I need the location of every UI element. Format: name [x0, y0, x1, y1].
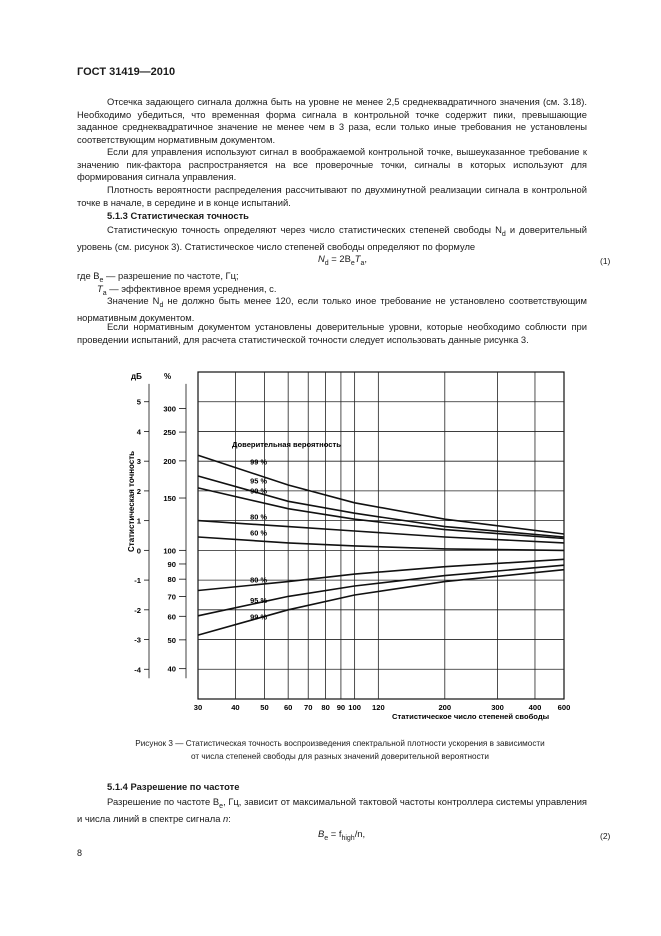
figure-caption-line-2: от числа степеней свободы для разных значений доверительной вероятности [190, 752, 490, 761]
paragraph-frequency-resolution: Разрешение по частоте $B_e$, Гц, зависит от максимальной тактовой частоты контроллера системы управления и числа линий в спектре сигнала n: [77, 796, 588, 825]
formula-2: $B_e = f_{high}/n$, [318, 828, 366, 842]
curve-label: 80 % [250, 575, 268, 585]
x-axis-label: Статистическое число степеней свободы [392, 712, 550, 721]
db-tick-label: 5 [136, 397, 141, 407]
pct-tick-label: 80 [167, 575, 176, 585]
paragraph-statistical-accuracy: Статистическую точность определяют через число статистических степеней свободы $N_d$ и доверительный уровень (см. рисунок 3). Статистическое число степеней свободы определяют по формуле [77, 224, 587, 253]
x-tick-label: 300 [491, 703, 504, 712]
pct-tick-label: 250 [163, 428, 176, 438]
pct-unit-label: % [164, 372, 172, 381]
db-tick-label: -4 [134, 665, 141, 675]
pct-tick-label: 90 [167, 559, 176, 569]
curve-label: 80 % [250, 512, 268, 522]
x-tick-label: 200 [438, 703, 452, 712]
paragraph-virtual-control-point: Если для управления используют сигнал в воображаемой контрольной точке, вышеуказанное требование к значению пик-фактора распространяется на все проверочные точки, сигналы в которых используют для формирования сигнала управления. [77, 146, 587, 183]
confidence-annotation: Доверительная вероятность [232, 440, 341, 449]
curve-label: 99 % [250, 457, 268, 467]
db-tick-label: 0 [136, 546, 141, 556]
curve-label: 60 % [250, 528, 268, 538]
pct-tick-label: 70 [167, 592, 176, 602]
page-number: 8 [77, 848, 83, 858]
x-tick-label: 90 [336, 703, 346, 712]
pct-tick-label: 50 [167, 635, 176, 645]
x-tick-label: 40 [231, 703, 240, 712]
figure-3-chart [120, 362, 580, 727]
db-tick-label: 4 [136, 427, 141, 437]
db-tick-label: -3 [134, 635, 141, 645]
paragraph-signal-cutoff: Отсечка задающего сигнала должна быть на уровне не менее 2,5 среднеквадратичного значения (см. 3.18). Необходимо убедиться, что временная форма сигнала в контрольной точке содержит пики, превышающие заданное среднеквадратичное значение не менее чем в 3 раза, если только иные требования не установлены соответствующим нормативным документом. [77, 96, 587, 145]
where-be: где $B_e$ — разрешение по частоте, Гц; [77, 270, 239, 284]
section-5-1-3-title: 5.1.3 Статистическая точность [107, 210, 249, 221]
formula-1-number: (1) [600, 256, 611, 266]
curve-label: 95 % [250, 476, 268, 486]
figure-caption-line-1: Рисунок 3 — Статистическая точность воспроизведения спектральной плотности ускорения в зависимости [135, 739, 545, 748]
x-tick-label: 80 [321, 703, 330, 712]
document-header: ГОСТ 31419—2010 [77, 66, 176, 78]
pct-tick-label: 150 [163, 494, 176, 504]
chart-curves [198, 455, 564, 635]
pct-tick-label: 60 [167, 612, 176, 622]
db-tick-label: 1 [136, 516, 141, 526]
pct-tick-label: 100 [163, 546, 176, 556]
db-unit-label: дБ [131, 372, 142, 381]
chart-axes [134, 384, 570, 712]
pct-tick-label: 300 [163, 404, 176, 414]
x-tick-label: 600 [557, 703, 571, 712]
db-tick-label: 3 [136, 457, 141, 467]
pct-tick-label: 200 [163, 456, 176, 466]
curve-label: 90 % [250, 486, 268, 496]
curve-4 [198, 537, 564, 550]
x-tick-label: 30 [193, 703, 203, 712]
x-tick-label: 100 [348, 703, 361, 712]
formula-1: $N_d = 2B_eT_a$, [318, 253, 367, 267]
curve-label: 99 % [250, 612, 268, 622]
x-tick-label: 70 [303, 703, 313, 712]
db-tick-label: -2 [134, 605, 141, 615]
curve-label: 95 % [250, 596, 268, 606]
x-tick-label: 50 [260, 703, 269, 712]
paragraph-probability-density: Плотность вероятности распределения рассчитывают по двухминутной реализации сигнала в контрольной точке в начале, в середине и в конце испытаний. [77, 184, 587, 208]
x-tick-label: 60 [283, 703, 293, 712]
formula-2-number: (2) [600, 831, 611, 841]
x-tick-label: 120 [372, 703, 385, 712]
x-tick-label: 400 [528, 703, 542, 712]
section-5-1-4-title: 5.1.4 Разрешение по частоте [107, 781, 240, 792]
paragraph-confidence-levels: Если нормативным документом установлены доверительные уровни, которые необходимо соблюсти при проведении испытаний, для расчета статистической точности следует использовать данные рисунка 3. [77, 321, 587, 345]
pct-tick-label: 40 [167, 664, 176, 674]
where-ta: $T_a$ — эффективное время усреднения, с. [97, 283, 277, 297]
y-axis-label: Статистическая точность [127, 450, 136, 552]
db-tick-label: 2 [136, 486, 141, 496]
db-tick-label: -1 [134, 576, 141, 586]
paragraph-nd-minimum: Значение $N_d$ не должно быть менее 120, если только иное требование не установлено соответствующим нормативным документом. [77, 295, 587, 324]
